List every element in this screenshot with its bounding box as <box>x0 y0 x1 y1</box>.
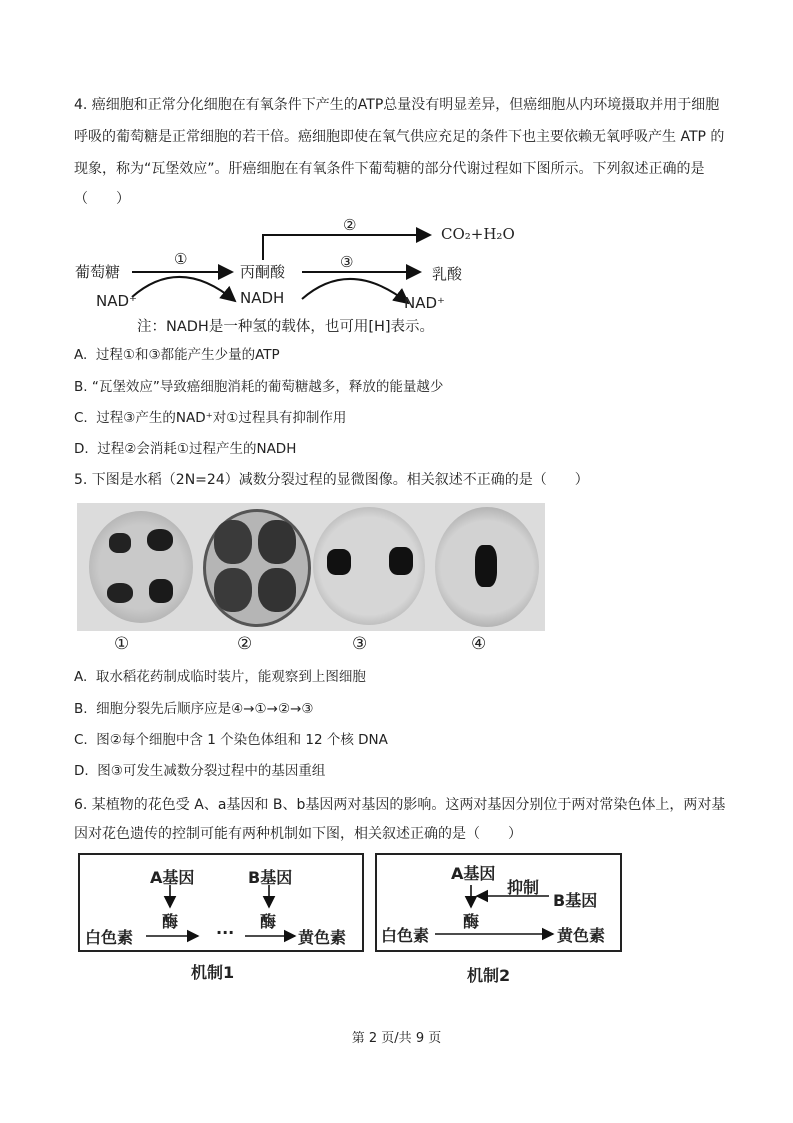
mech2-gene-b: B基因 <box>553 891 598 910</box>
mechanism-2-box <box>375 853 622 952</box>
micrograph-label-4: ④ <box>471 634 487 654</box>
q5-option-d[interactable]: D. 图③可发生减数分裂过程中的基因重组 <box>74 763 326 779</box>
q5-option-c[interactable]: C. 图②每个细胞中含 1 个染色体组和 12 个核 DNA <box>74 732 388 748</box>
pyruvate-label: 丙酮酸 <box>240 263 286 281</box>
micrograph-cell-4 <box>435 507 539 627</box>
nadh-label: NADH <box>240 289 285 307</box>
mech2-white-pigment: 白色素 <box>381 926 430 945</box>
q5-stem: 5. 下图是水稻（2N=24）减数分裂过程的显微图像。相关叙述不正确的是（ ） <box>74 472 589 488</box>
q5-option-b[interactable]: B. 细胞分裂先后顺序应是④→①→②→③ <box>74 701 314 717</box>
mech1-enzyme-2: 酶 <box>260 912 277 931</box>
mech1-gene-a: A基因 <box>150 868 195 887</box>
q4-option-d[interactable]: D. 过程②会消耗①过程产生的NADH <box>74 441 297 457</box>
q4-option-a[interactable]: A. 过程①和③都能产生少量的ATP <box>74 347 280 363</box>
page-footer: 第 2 页/共 9 页 <box>351 1031 442 1046</box>
glucose-label: 葡萄糖 <box>75 263 121 281</box>
q4-answer-blank: （ ） <box>74 191 130 207</box>
mech1-enzyme-1: 酶 <box>162 912 179 931</box>
step2-marker: ② <box>343 216 357 234</box>
q5-option-a[interactable]: A. 取水稻花药制成临时装片，能观察到上图细胞 <box>74 669 366 685</box>
micrograph-label-1: ① <box>114 634 130 654</box>
mechanism-1-box <box>78 853 364 952</box>
diagram-note: 注：NADH是一种氢的载体，也可用[H]表示。 <box>137 319 435 335</box>
mechanism-1-caption: 机制1 <box>191 963 235 982</box>
micrograph-cell-1 <box>89 511 193 623</box>
nad-plus-left: NAD⁺ <box>96 292 137 310</box>
mech1-ellipsis: ··· <box>216 923 235 942</box>
mech1-yellow-pigment: 黄色素 <box>298 928 347 947</box>
micrograph-cell-3 <box>313 507 425 625</box>
mechanism-2-caption: 机制2 <box>467 966 511 985</box>
mech2-inhibit-label: 抑制 <box>507 878 540 897</box>
mech1-gene-b: B基因 <box>248 868 293 887</box>
mech2-enzyme: 酶 <box>463 912 480 931</box>
q4-stem-line2: 呼吸的葡萄糖是正常细胞的若干倍。癌细胞即使在氧气供应充足的条件下也主要依赖无氧呼吸产生 ATP 的 <box>74 129 725 145</box>
lactate-label: 乳酸 <box>432 265 463 283</box>
q6-stem-line1: 6. 某植物的花色受 A、a基因和 B、b基因两对基因的影响。这两对基因分别位于两对常染色体上，两对基 <box>74 797 726 813</box>
micrograph-label-2: ② <box>237 634 253 654</box>
q4-option-b[interactable]: B. “瓦堡效应”导致癌细胞消耗的葡萄糖越多，释放的能量越少 <box>74 379 444 395</box>
nad-plus-right: NAD⁺ <box>404 294 445 312</box>
q4-stem-line3: 现象，称为“瓦堡效应”。肝癌细胞在有氧条件下葡萄糖的部分代谢过程如下图所示。下列叙述正确的是 <box>74 161 705 177</box>
step3-marker: ③ <box>340 253 354 271</box>
micrograph-cell-2 <box>203 509 311 627</box>
step1-marker: ① <box>174 250 188 268</box>
mech1-white-pigment: 白色素 <box>85 928 134 947</box>
q6-stem-line2: 因对花色遗传的控制可能有两种机制如下图，相关叙述正确的是（ ） <box>74 826 522 842</box>
micrograph-strip <box>77 503 545 631</box>
q4-option-c[interactable]: C. 过程③产生的NAD⁺对①过程具有抑制作用 <box>74 410 347 426</box>
mech2-yellow-pigment: 黄色素 <box>557 926 606 945</box>
mech2-gene-a: A基因 <box>451 864 496 883</box>
co2-h2o-label: CO₂+H₂O <box>441 225 515 243</box>
q4-stem-line1: 4. 癌细胞和正常分化细胞在有氧条件下产生的ATP总量没有明显差异，但癌细胞从内环境摄取并用于细胞 <box>74 97 720 113</box>
micrograph-label-3: ③ <box>352 634 368 654</box>
